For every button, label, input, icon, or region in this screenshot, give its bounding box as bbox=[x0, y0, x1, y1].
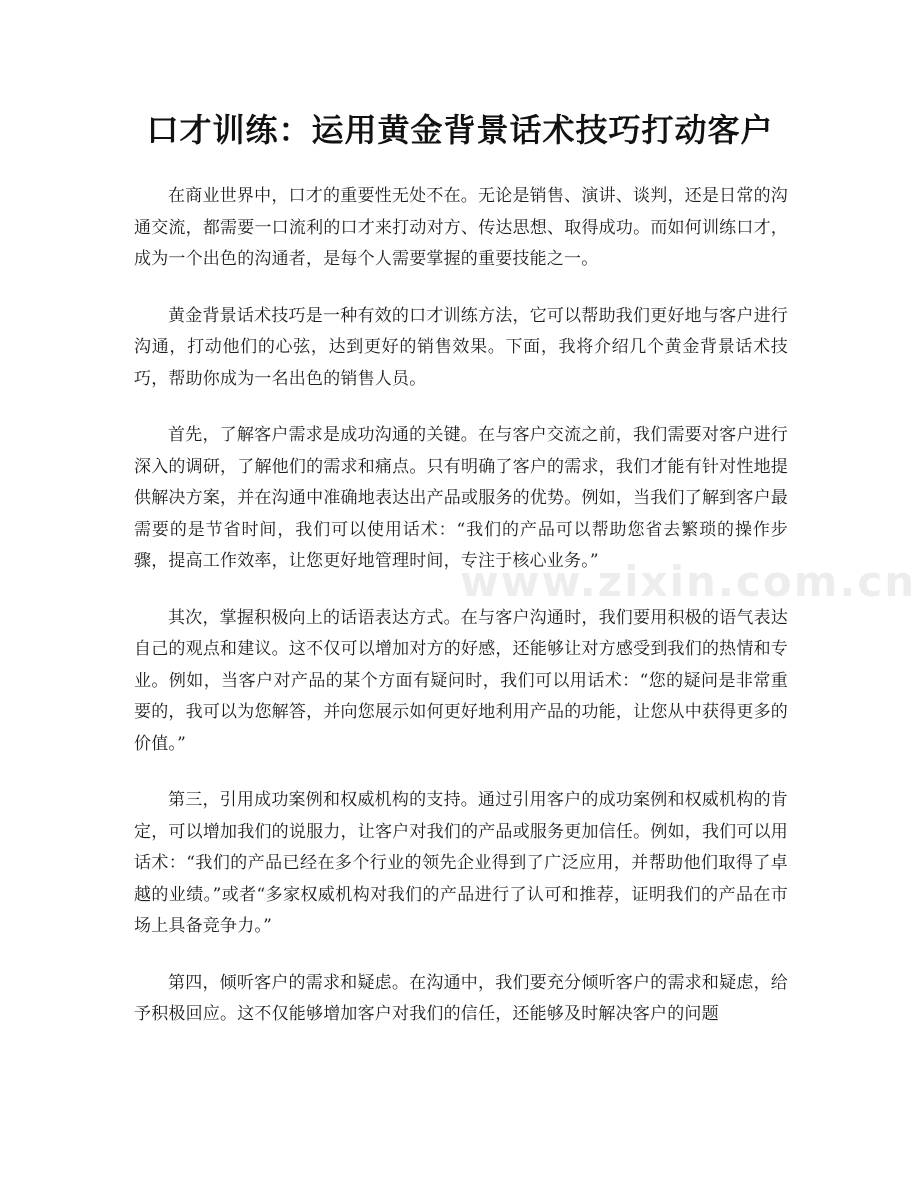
paragraph-2: 黄金背景话术技巧是一种有效的口才训练方法，它可以帮助我们更好地与客户进行沟通，打动他们的心弦，达到更好的销售效果。下面，我将介绍几个黄金背景话术技巧，帮助你成为一名出色的销售人员。 bbox=[134, 305, 788, 389]
paragraph-6: 第四，倾听客户的需求和疑虑。在沟通中，我们要充分倾听客户的需求和疑虑，给予积极回应。这不仅能够增加客户对我们的信任，还能够及时解决客户的问题 bbox=[134, 972, 788, 1024]
document-body bbox=[134, 181, 788, 1056]
paragraph-3: 首先，了解客户需求是成功沟通的关键。在与客户交流之前，我们需要对客户进行深入的调研，了解他们的需求和痛点。只有明确了客户的需求，我们才能有针对性地提供解决方案，并在沟通中准确地表达出产品或服务的优势。例如，当我们了解到客户最需要的是节省时间，我们可以使用话术：“我们的产品可以帮助您省去繁琐的操作步骤，提高工作效率，让您更好地管理时间，专注于核心业务。” bbox=[134, 425, 788, 571]
watermark-text: www.zixin.com.cn bbox=[460, 557, 917, 606]
paragraph-1: 在商业世界中，口才的重要性无处不在。无论是销售、演讲、谈判，还是日常的沟通交流，都需要一口流利的口才来打动对方、传达思想、取得成功。而如何训练口才，成为一个出色的沟通者，是每个人需要掌握的重要技能之一。 bbox=[134, 186, 788, 269]
paragraph-4: 其次，掌握积极向上的话语表达方式。在与客户沟通时，我们要用积极的语气表达自己的观点和建议。这不仅可以增加对方的好感，还能够让对方感受到我们的热情和专业。例如，当客户对产品的某个方面有疑问时，我们可以用话术：“您的疑问是非常重要的，我可以为您解答，并向您展示如何更好地利用产品的功能，让您从中获得更多的价值。” bbox=[134, 607, 788, 754]
paragraph-5: 第三，引用成功案例和权威机构的支持。通过引用客户的成功案例和权威机构的肯定，可以增加我们的说服力，让客户对我们的产品或服务更加信任。例如，我们可以用话术：“我们的产品已经在多个行业的领先企业得到了广泛应用，并帮助他们取得了卓越的业绩。”或者“多家权威机构对我们的产品进行了认可和推荐，证明我们的产品在市场上具备竞争力。” bbox=[134, 790, 788, 936]
document-title: 口才训练：运用黄金背景话术技巧打动客户 bbox=[146, 111, 774, 149]
